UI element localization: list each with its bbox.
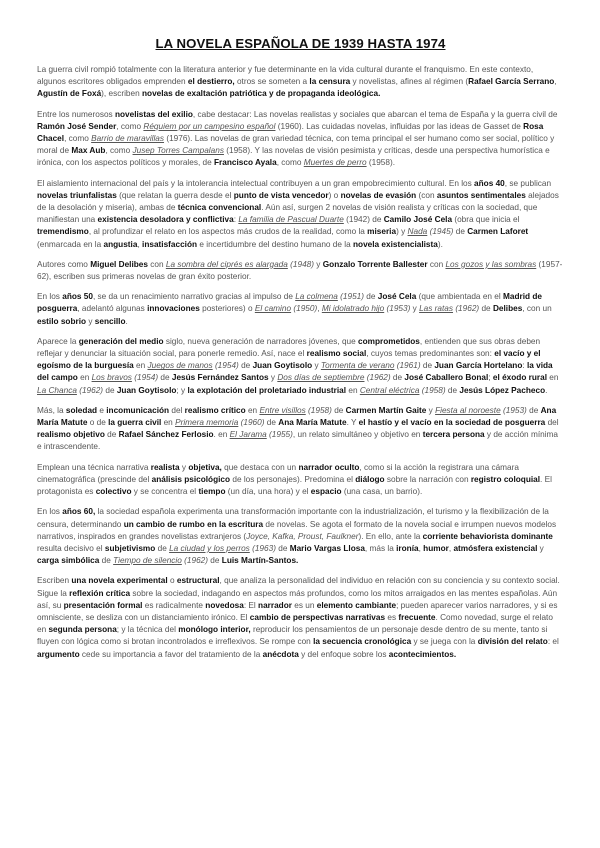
- book-title: (1954): [214, 361, 239, 371]
- text-run: de: [420, 361, 435, 371]
- highlight-term: registro coloquial: [470, 474, 541, 484]
- highlight-term: Ramón José Sender: [37, 121, 117, 131]
- text-run: en: [133, 361, 148, 371]
- highlight-term: Juan García Hortelano: [434, 361, 523, 371]
- highlight-term: generación del medio: [78, 336, 164, 346]
- highlight-term: Juan Goytisolo: [116, 385, 177, 395]
- highlight-term: narrador oculto: [298, 462, 360, 472]
- text-run: , como: [116, 121, 144, 131]
- text-run: El aislamiento internacional del país y la intolerancia intelectual contribuyen a un gran empobrecimiento cultural. En los: [37, 178, 475, 188]
- highlight-term: Rafael Sánchez Ferlosio: [118, 430, 214, 440]
- text-run: (que ambientada en el: [416, 292, 503, 302]
- text-run: en: [245, 405, 260, 415]
- text-run: ).: [437, 239, 443, 249]
- text-run: . Aún así, surgen 2 novelas de visión realista y críticas con la sociedad, que manifiestan una: [37, 203, 538, 225]
- highlight-term: carga simbólica: [37, 556, 100, 566]
- highlight-term: anécdota: [262, 649, 299, 659]
- highlight-term: Camilo José Cela: [383, 215, 453, 225]
- highlight-term: Juan Goytisolo: [252, 361, 313, 371]
- paragraph-9: [37, 506, 564, 567]
- text-run: Entre los numerosos: [37, 109, 115, 119]
- highlight-term: la explotación del proletariado industrial: [187, 385, 347, 395]
- text-run: de: [275, 543, 290, 553]
- highlight-term: comprometidos: [358, 336, 420, 346]
- book-title: Tormenta de verano: [320, 361, 395, 371]
- highlight-term: presentación formal: [63, 600, 143, 610]
- text-run: o: [167, 576, 177, 586]
- book-title: (1951): [340, 292, 365, 302]
- text-run: de: [158, 373, 172, 383]
- text-run: y: [268, 373, 278, 383]
- paragraph-4: [37, 259, 564, 283]
- highlight-term: novelas de exaltación patriótica y de propaganda ideológica.: [141, 89, 381, 99]
- text-run: , al profundizar el relato en los aspectos más crudos de la realidad, como la: [88, 227, 368, 237]
- text-run: (1942) de: [343, 215, 384, 225]
- book-title: Juegos de manos: [147, 361, 213, 371]
- text-run: de: [445, 385, 460, 395]
- paragraph-7: [37, 405, 564, 454]
- text-run: , cabe destacar: Las novelas realistas y sociales que abarcan el tema de España y la guerra civil de: [192, 109, 558, 119]
- text-run: , como: [105, 146, 133, 156]
- text-run: e incertidumbre del destino humano de la: [197, 239, 353, 249]
- text-run: reproducir los pensamientos de un personaje desde dentro de su mente, tanto si fluyen con lógica como si brotan incontrolados e irreflexivos. Se rompe con: [37, 625, 548, 647]
- text-run: , como: [276, 158, 304, 168]
- text-run: ,: [448, 543, 454, 553]
- highlight-term: soledad: [65, 405, 98, 415]
- text-run: de: [479, 304, 493, 314]
- highlight-term: un cambio de rumbo en la escritura: [123, 519, 264, 529]
- text-run: ), escriben: [101, 89, 142, 99]
- text-run: es un: [291, 600, 317, 610]
- text-run: o de: [87, 418, 109, 428]
- highlight-term: Ana María Matute: [37, 405, 557, 428]
- highlight-term: análisis psicológico: [151, 474, 231, 484]
- text-run: y: [314, 259, 323, 269]
- text-run: y novelistas, afines al régimen (: [350, 77, 469, 87]
- highlight-term: incomunicación: [106, 405, 170, 415]
- page-title: LA NOVELA ESPAÑOLA DE 1939 HASTA 1974: [155, 36, 446, 51]
- book-title: (1953): [502, 405, 527, 415]
- book-title: Los bravos: [91, 373, 132, 383]
- book-title: Las ratas: [419, 304, 454, 314]
- highlight-term: realismo social: [306, 349, 367, 359]
- text-run: con: [427, 259, 446, 269]
- book-title: (1950): [293, 304, 318, 314]
- highlight-term: una novela experimental: [71, 576, 168, 586]
- book-title: Réquiem por un campesino español: [143, 121, 276, 131]
- highlight-term: estructural: [176, 576, 220, 586]
- text-run: Emplean una técnica narrativa: [37, 462, 151, 472]
- highlight-term: Ana María Matute: [278, 418, 347, 428]
- book-title: Dos días de septiembre: [277, 373, 365, 383]
- text-run: Más, la: [37, 405, 66, 415]
- highlight-term: corriente behaviorista dominante: [422, 531, 553, 541]
- book-title: Jusep Torres Campalans: [132, 146, 224, 156]
- text-run: , entienden que sus obras deben reflejar y denunciar la situación social, para ponerle remedio. Así, nace el: [37, 336, 541, 359]
- highlight-term: novedosa: [205, 600, 244, 610]
- book-title: Central eléctrica: [359, 385, 420, 395]
- text-run: en: [346, 385, 360, 395]
- text-run: y del enfoque sobre los: [298, 649, 389, 659]
- text-run: (que relatan la guerra desde el: [116, 190, 234, 200]
- highlight-term: insatisfacción: [142, 239, 198, 249]
- highlight-term: realismo objetivo: [37, 430, 105, 440]
- text-run: , con un: [522, 304, 552, 314]
- text-run: En los: [37, 292, 63, 302]
- highlight-term: frecuente: [398, 612, 436, 622]
- text-run: posteriores) o: [199, 304, 255, 314]
- highlight-term: Delibes: [492, 304, 523, 314]
- highlight-term: Rafael García Serrano: [468, 77, 555, 87]
- text-run: , cuyos temas predominantes son:: [366, 349, 495, 359]
- text-run: , como: [64, 134, 92, 144]
- book-title: El Jarama: [229, 430, 267, 440]
- text-run: siglo, nueva generación de narradores jóvenes, que: [163, 336, 359, 346]
- text-run: y se juega con la: [411, 637, 478, 647]
- highlight-term: innovaciones: [147, 304, 200, 314]
- paragraph-3: [37, 178, 564, 251]
- text-run: . en: [213, 430, 230, 440]
- highlight-term: humor: [423, 543, 449, 553]
- text-run: , que analiza la personalidad del individuo en relación con su conciencia y su contexto social. Sigue la: [37, 576, 560, 598]
- text-run: y de acción mínima e intrascendente.: [37, 430, 558, 452]
- text-run: (enmarcada en la: [37, 239, 104, 249]
- highlight-term: realista: [150, 462, 180, 472]
- text-run: cede su importancia a favor del tratamiento de la: [79, 649, 263, 659]
- book-title: (1955): [269, 430, 293, 440]
- book-title: El camino: [254, 304, 292, 314]
- text-run: ,: [418, 543, 424, 553]
- text-run: , se da un renacimiento narrativo gracias al impulso de: [92, 292, 296, 302]
- book-title: La familia de Pascual Duarte: [238, 215, 344, 225]
- text-run: Aparece la: [37, 336, 79, 346]
- book-title: (1945): [429, 227, 454, 237]
- text-run: de: [103, 385, 117, 395]
- text-run: en: [161, 418, 176, 428]
- text-run: .: [125, 316, 128, 326]
- text-run: de: [238, 361, 253, 371]
- highlight-term: subjetivismo: [104, 543, 156, 553]
- paragraph-1: [37, 64, 564, 101]
- text-run: del: [169, 405, 185, 415]
- text-run: (con: [416, 190, 437, 200]
- book-title: (1958): [421, 385, 446, 395]
- highlight-term: segunda persona: [48, 625, 117, 635]
- text-run: en: [547, 373, 559, 383]
- text-run: La guerra civil rompió totalmente con la literatura anterior y fue determinante en la vida cultural durante el franquismo. En este contexto, algunos escritores obligados emprenden: [37, 65, 534, 87]
- text-run: ) y: [396, 227, 408, 237]
- book-title: (1960): [240, 418, 265, 428]
- book-title: Joyce, Kafka, Proust, Faulkner: [246, 531, 359, 541]
- text-run: ;: [488, 373, 493, 383]
- text-run: ; y la técnica del: [116, 625, 179, 635]
- text-run: (1958).: [366, 158, 396, 168]
- highlight-term: el destierro,: [187, 77, 235, 87]
- document-body: [37, 64, 564, 661]
- book-title: (1961): [396, 361, 421, 371]
- highlight-term: Miguel Delibes: [90, 259, 148, 269]
- text-run: de: [99, 556, 114, 566]
- text-run: ; pueden aparecer varios narradores, y si es omnisciente, se desliza con un distanciamiento irónico. El: [37, 600, 558, 622]
- highlight-term: espacio: [310, 487, 342, 497]
- text-run: , un relato simultáneo y objetivo en: [292, 430, 423, 440]
- text-run: (un día, una hora) y el: [225, 487, 311, 497]
- text-run: . Y: [346, 418, 359, 428]
- highlight-term: Gonzalo Torrente Ballester: [322, 259, 428, 269]
- highlight-term: la vida del campo: [37, 361, 553, 383]
- text-run: y: [86, 316, 95, 326]
- text-run: sobre la narración con: [384, 474, 471, 484]
- highlight-term: miseria: [367, 227, 397, 237]
- text-run: resulta decisivo el: [37, 543, 105, 553]
- text-run: y: [410, 304, 420, 314]
- text-run: Escriben: [37, 576, 72, 586]
- text-run: ). En ello, ante la: [358, 531, 423, 541]
- text-run: de: [390, 373, 405, 383]
- text-run: (1957-62), escriben sus primeras novelas de gran éxito posterior.: [37, 259, 563, 282]
- highlight-term: tremendismo: [37, 227, 89, 237]
- book-title: (1962): [79, 385, 104, 395]
- text-run: , como si la acción la registrara una cámara cinematográfica (prescinde del: [37, 462, 519, 484]
- book-title: (1963): [252, 543, 276, 553]
- text-run: e: [97, 405, 107, 415]
- text-run: sobre la sociedad, indagando en aspectos más profundos, como los mitos arraigados en las mentes españolas. Aún así, su: [37, 588, 558, 610]
- highlight-term: novela existencialista: [353, 239, 438, 249]
- book-title: Barrio de maravillas: [91, 134, 165, 144]
- text-run: de: [208, 556, 222, 566]
- text-run: y se concentra el: [131, 487, 199, 497]
- text-run: y: [179, 462, 189, 472]
- highlight-term: tiempo: [198, 487, 226, 497]
- text-run: , se publican: [504, 178, 552, 188]
- book-title: (1958): [308, 405, 332, 415]
- highlight-term: reflexión crítica: [69, 588, 131, 598]
- text-run: (una casa, un barrio).: [341, 487, 423, 497]
- highlight-term: el éxodo rural: [492, 373, 547, 383]
- highlight-term: Max Aub: [71, 146, 106, 156]
- highlight-term: años 40: [474, 178, 505, 188]
- book-title: La Chanca: [37, 385, 77, 395]
- book-title: La sombra del ciprés es alargada: [165, 259, 288, 269]
- text-run: de: [364, 292, 378, 302]
- highlight-term: Carmen Martín Gaite: [345, 405, 427, 415]
- text-run: de: [104, 430, 119, 440]
- text-run: : el: [547, 637, 559, 647]
- book-title: (1962): [184, 556, 209, 566]
- book-title: (1962): [455, 304, 480, 314]
- highlight-term: Francisco Ayala: [214, 158, 277, 168]
- highlight-term: división del relato: [477, 637, 548, 647]
- book-title: (1954): [134, 373, 159, 383]
- text-run: .: [545, 385, 548, 395]
- highlight-term: estilo sobrio: [37, 316, 87, 326]
- highlight-term: novelistas del exilio: [114, 109, 193, 119]
- book-title: Muertes de perro: [303, 158, 367, 168]
- highlight-term: ironía: [396, 543, 419, 553]
- text-run: y: [426, 405, 436, 415]
- book-title: Nada: [407, 227, 428, 237]
- highlight-term: Jesús Fernández Santos: [171, 373, 269, 383]
- highlight-term: José Caballero Bonal: [404, 373, 489, 383]
- highlight-term: la guerra civil: [108, 418, 162, 428]
- highlight-term: diálogo: [355, 474, 385, 484]
- highlight-term: la censura: [309, 77, 351, 87]
- paragraph-5: [37, 291, 564, 328]
- text-run: (1976). Las novelas de gran variedad técnica, con tema principal el ser humano como ser social, político y moral de: [37, 134, 555, 156]
- highlight-term: Agustín de Foxá: [37, 89, 102, 99]
- highlight-term: argumento: [37, 649, 80, 659]
- book-title: Primera memoria: [175, 418, 239, 428]
- highlight-term: el vacío y el egoísmo de la burguesía: [37, 349, 541, 371]
- highlight-term: años 50: [62, 292, 93, 302]
- book-title: La colmena: [295, 292, 338, 302]
- highlight-term: colectivo: [95, 487, 132, 497]
- text-run: ,: [317, 304, 322, 314]
- text-run: de: [264, 418, 279, 428]
- highlight-term: Jesús López Pacheco: [459, 385, 546, 395]
- text-run: , más la: [364, 543, 397, 553]
- text-run: . Como novedad, surge el relato en: [37, 612, 553, 635]
- text-run: Autores como: [37, 259, 91, 269]
- highlight-term: José Cela: [377, 292, 417, 302]
- text-run: es radicalmente: [142, 600, 206, 610]
- highlight-term: realismo crítico: [184, 405, 246, 415]
- paragraph-2: [37, 109, 564, 170]
- text-run: es: [385, 612, 399, 622]
- highlight-term: asuntos sentimentales: [436, 190, 526, 200]
- highlight-term: novelas de evasión: [340, 190, 417, 200]
- text-run: , adelantó algunas: [77, 304, 148, 314]
- text-run: (1958). Y las novelas de visión pesimista y críticas, desde una perspectiva humorística e irónica, con los aspectos políticos y morales, de: [37, 146, 550, 168]
- text-run: . El protagonista es: [37, 474, 552, 497]
- paragraph-8: [37, 462, 564, 499]
- highlight-term: Rosa Chacel: [37, 121, 544, 144]
- highlight-term: punto de vista vencedor: [233, 190, 329, 200]
- book-title: La ciudad y los perros: [169, 543, 250, 553]
- text-run: alejados de la desolación y miseria), ambas de: [37, 190, 559, 213]
- book-title: Mi idolatrado hijo: [321, 304, 385, 314]
- paragraph-10: [37, 575, 564, 660]
- book-title: (1962): [366, 373, 391, 383]
- text-run: :: [522, 361, 527, 371]
- highlight-term: sencillo: [94, 316, 126, 326]
- text-run: (obra que inicia el: [452, 215, 520, 225]
- highlight-term: el hastío y el vacío en la sociedad de posguerra: [358, 418, 546, 428]
- text-run: de los personajes). Predomina el: [230, 474, 356, 484]
- highlight-term: objetiva,: [188, 462, 222, 472]
- text-run: ) o: [328, 190, 341, 200]
- text-run: con: [147, 259, 166, 269]
- highlight-term: elemento cambiante: [316, 600, 397, 610]
- text-run: En los: [37, 507, 63, 517]
- text-run: en: [77, 373, 92, 383]
- text-run: ; y: [176, 385, 188, 395]
- highlight-term: narrador: [258, 600, 292, 610]
- highlight-term: cambio de perspectivas narrativas: [249, 612, 386, 622]
- highlight-term: acontecimientos.: [388, 649, 457, 659]
- text-run: de: [453, 227, 468, 237]
- text-run: de: [155, 543, 170, 553]
- highlight-term: la secuencia cronológica: [313, 637, 412, 647]
- text-run: del: [545, 418, 559, 428]
- highlight-term: existencia desoladora y conflictiva: [97, 215, 234, 225]
- highlight-term: Carmen Laforet: [467, 227, 529, 237]
- text-run: y: [537, 543, 544, 553]
- book-title: Fiesta al noroeste: [435, 405, 501, 415]
- text-run: de: [526, 405, 541, 415]
- book-title: (1953): [386, 304, 411, 314]
- text-run: ,: [137, 239, 143, 249]
- highlight-term: angustia: [103, 239, 138, 249]
- text-run: (1960). Las cuidadas novelas, influidas por las ideas de Gasset de: [275, 121, 524, 131]
- text-run: ,: [554, 77, 557, 87]
- highlight-term: técnica convencional: [177, 203, 262, 213]
- text-run: : El: [243, 600, 259, 610]
- book-title: Los gozos y las sombras: [445, 259, 537, 269]
- text-run: de novelas. Se agota el formato de la novela social e irrumpen nuevos modelos narrativos, inspirados en grandes novelistas extranjeros (: [37, 519, 557, 541]
- highlight-term: años 60,: [62, 507, 96, 517]
- highlight-term: tercera persona: [422, 430, 485, 440]
- highlight-term: monólogo interior,: [178, 625, 251, 635]
- text-run: otros se someten a: [234, 77, 310, 87]
- highlight-term: Luis Martín-Santos.: [221, 556, 299, 566]
- highlight-term: atmósfera existencial: [453, 543, 538, 553]
- book-title: Tiempo de silencio: [113, 556, 182, 566]
- book-title: (1948): [290, 259, 315, 269]
- highlight-term: Mario Vargas Llosa: [289, 543, 365, 553]
- paragraph-6: [37, 336, 564, 397]
- text-run: y: [312, 361, 321, 371]
- highlight-term: novelas triunfalistas: [37, 190, 117, 200]
- highlight-term: Madrid de posguerra: [37, 292, 542, 314]
- text-run: que destaca con un: [221, 462, 299, 472]
- text-run: :: [233, 215, 239, 225]
- text-run: la sociedad española experimenta una transformación importante con la industrialización, el turismo y la flexibilización de la censura, determinando: [37, 507, 549, 529]
- text-run: de: [331, 405, 346, 415]
- book-title: Entre visillos: [259, 405, 306, 415]
